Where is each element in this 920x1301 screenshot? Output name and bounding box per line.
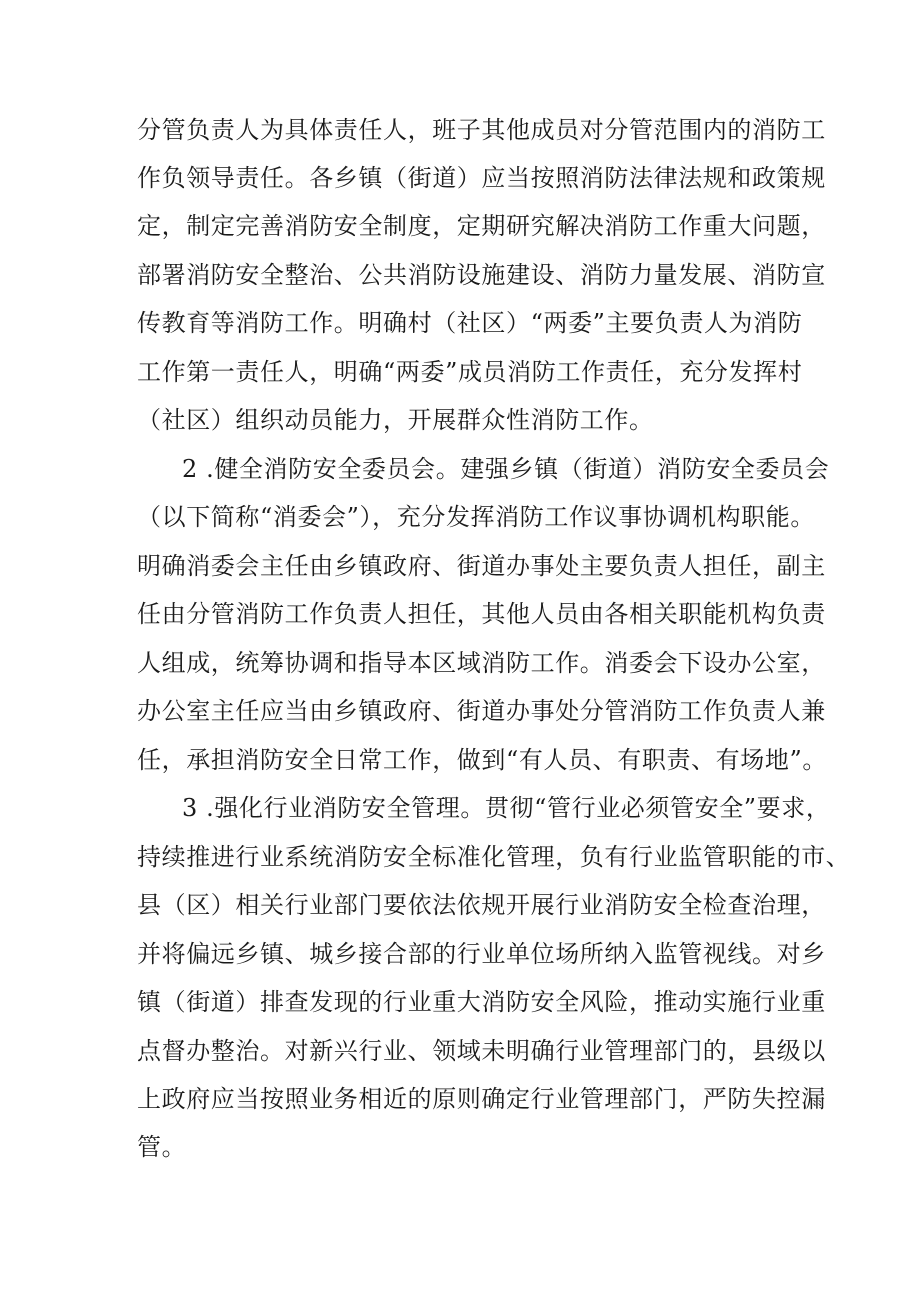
paragraph-3-line-8: 管。 xyxy=(137,1133,187,1161)
paragraph-3-line-5: 镇（街道）排查发现的行业重大消防安全风险，推动实施行业重 xyxy=(137,988,826,1016)
paragraph-1-line-1: 分管负责人为具体责任人，班子其他成员对分管范围内的消防工 xyxy=(137,116,826,144)
paragraph-2-line-1: 2 .健全消防安全委员会。建强乡镇（街道）消防安全委员会 xyxy=(182,455,830,483)
paragraph-1-line-3: 定，制定完善消防安全制度，定期研究解决消防工作重大问题， xyxy=(137,212,826,240)
paragraph-3-line-4: 并将偏远乡镇、城乡接合部的行业单位场所纳入监管视线。对乡 xyxy=(137,940,826,968)
paragraph-3-line-2: 持续推进行业系统消防安全标准化管理，负有行业监管职能的市、 xyxy=(137,843,851,871)
paragraph-3-line-1: 3 .强化行业消防安全管理。贯彻“管行业必须管安全”要求， xyxy=(182,794,831,822)
paragraph-2-line-5: 人组成，统筹协调和指导本区域消防工作。消委会下设办公室， xyxy=(137,649,826,677)
paragraph-2-line-7: 任，承担消防安全日常工作，做到“有人员、有职责、有场地”。 xyxy=(137,746,827,774)
paragraph-1-line-4: 部署消防安全整治、公共消防设施建设、消防力量发展、消防宣 xyxy=(137,261,826,289)
paragraph-3-line-6: 点督办整治。对新兴行业、领域未明确行业管理部门的，县级以 xyxy=(137,1037,826,1065)
paragraph-2-line-2: （以下简称“消委会”），充分发挥消防工作议事协调机构职能。 xyxy=(137,503,815,531)
paragraph-2-line-6: 办公室主任应当由乡镇政府、街道办事处分管消防工作负责人兼 xyxy=(137,697,826,725)
paragraph-3-line-7: 上政府应当按照业务相近的原则确定行业管理部门，严防失控漏 xyxy=(137,1085,826,1113)
paragraph-2-line-4: 任由分管消防工作负责人担任，其他人员由各相关职能机构负责 xyxy=(137,600,826,628)
paragraph-1-line-5: 传教育等消防工作。明确村（社区）“两委”主要负责人为消防 xyxy=(137,309,803,337)
paragraph-1-line-6: 工作第一责任人，明确“两委”成员消防工作责任，充分发挥村 xyxy=(137,358,803,386)
paragraph-3-line-3: 县（区）相关行业部门要依法依规开展行业消防安全检查治理， xyxy=(137,891,826,919)
paragraph-1-line-2: 作负领导责任。各乡镇（街道）应当按照消防法律法规和政策规 xyxy=(137,164,826,192)
paragraph-2-line-3: 明确消委会主任由乡镇政府、街道办事处主要负责人担任，副主 xyxy=(137,552,826,580)
paragraph-1-line-7: （社区）组织动员能力，开展群众性消防工作。 xyxy=(137,406,654,434)
